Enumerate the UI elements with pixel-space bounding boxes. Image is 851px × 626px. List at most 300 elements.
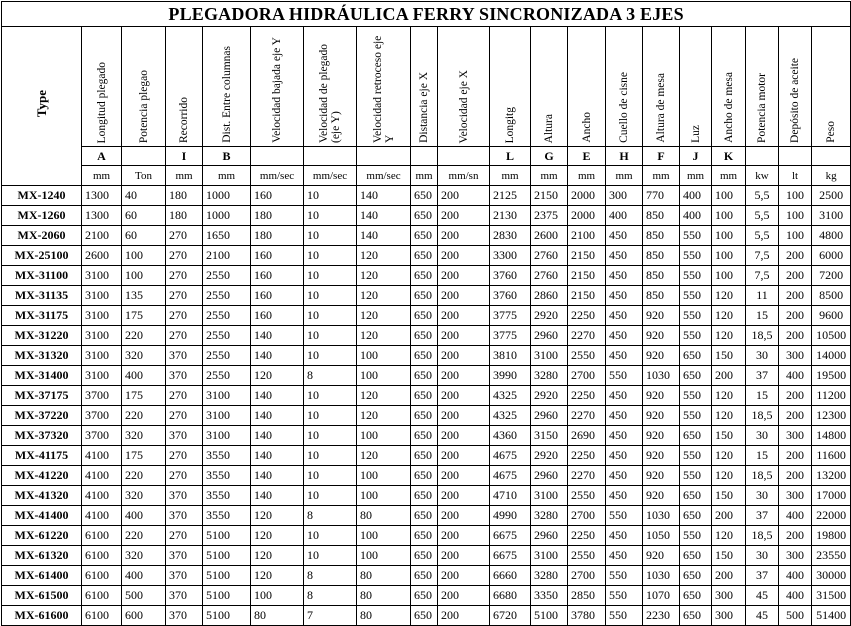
value-cell: 120 bbox=[251, 366, 304, 386]
value-cell: 5100 bbox=[531, 606, 568, 626]
value-cell: 2550 bbox=[568, 486, 606, 506]
value-cell: 51400 bbox=[812, 606, 851, 626]
value-cell: 650 bbox=[411, 386, 438, 406]
column-unit: mm bbox=[490, 166, 531, 186]
value-cell: 650 bbox=[680, 346, 712, 366]
table-row bbox=[2, 306, 851, 326]
column-unit: mm bbox=[82, 166, 122, 186]
model-cell: MX-61500 bbox=[2, 586, 82, 606]
value-cell: 650 bbox=[411, 446, 438, 466]
value-cell: 100 bbox=[779, 226, 812, 246]
value-cell: 370 bbox=[166, 486, 203, 506]
value-cell: 140 bbox=[251, 466, 304, 486]
column-header-label: Dist. Entre columnas bbox=[220, 46, 233, 143]
value-cell: 2000 bbox=[568, 186, 606, 206]
value-cell: 11 bbox=[746, 286, 779, 306]
value-cell: 850 bbox=[643, 286, 680, 306]
value-cell: 10 bbox=[304, 486, 357, 506]
value-cell: 7 bbox=[304, 606, 357, 626]
value-cell: 650 bbox=[411, 546, 438, 566]
value-cell: 920 bbox=[643, 326, 680, 346]
model-cell: MX-31175 bbox=[2, 306, 82, 326]
value-cell: 120 bbox=[357, 266, 411, 286]
value-cell: 200 bbox=[438, 546, 490, 566]
value-cell: 600 bbox=[122, 606, 166, 626]
table-row bbox=[2, 206, 851, 226]
value-cell: 10 bbox=[304, 526, 357, 546]
value-cell: 320 bbox=[122, 486, 166, 506]
value-cell: 2550 bbox=[203, 366, 251, 386]
value-cell: 120 bbox=[712, 466, 746, 486]
value-cell: 2550 bbox=[203, 306, 251, 326]
value-cell: 200 bbox=[779, 386, 812, 406]
value-cell: 2270 bbox=[568, 406, 606, 426]
table-row bbox=[2, 346, 851, 366]
value-cell: 2960 bbox=[531, 466, 568, 486]
value-cell: 80 bbox=[251, 606, 304, 626]
model-cell: MX-31400 bbox=[2, 366, 82, 386]
column-header-label: Peso bbox=[825, 121, 838, 143]
value-cell: 200 bbox=[779, 406, 812, 426]
value-cell: 2850 bbox=[568, 586, 606, 606]
column-letter bbox=[411, 147, 438, 166]
value-cell: 400 bbox=[779, 566, 812, 586]
model-cell: MX-41400 bbox=[2, 506, 82, 526]
model-cell: MX-37320 bbox=[2, 426, 82, 446]
value-cell: 2920 bbox=[531, 446, 568, 466]
column-header bbox=[357, 27, 411, 147]
value-cell: 120 bbox=[251, 526, 304, 546]
value-cell: 920 bbox=[643, 346, 680, 366]
value-cell: 4100 bbox=[82, 446, 122, 466]
value-cell: 31500 bbox=[812, 586, 851, 606]
value-cell: 550 bbox=[680, 326, 712, 346]
spec-table bbox=[1, 1, 851, 626]
value-cell: 100 bbox=[357, 426, 411, 446]
value-cell: 650 bbox=[411, 206, 438, 226]
value-cell: 4990 bbox=[490, 506, 531, 526]
title-row bbox=[2, 2, 851, 27]
value-cell: 2700 bbox=[568, 506, 606, 526]
value-cell: 2250 bbox=[568, 386, 606, 406]
value-cell: 220 bbox=[122, 466, 166, 486]
value-cell: 920 bbox=[643, 386, 680, 406]
value-cell: 10 bbox=[304, 186, 357, 206]
value-cell: 920 bbox=[643, 426, 680, 446]
table-row bbox=[2, 406, 851, 426]
value-cell: 10 bbox=[304, 326, 357, 346]
value-cell: 200 bbox=[438, 446, 490, 466]
value-cell: 2760 bbox=[531, 266, 568, 286]
value-cell: 18,5 bbox=[746, 406, 779, 426]
value-cell: 100 bbox=[712, 266, 746, 286]
table-row bbox=[2, 366, 851, 386]
value-cell: 550 bbox=[606, 606, 643, 626]
value-cell: 270 bbox=[166, 266, 203, 286]
value-cell: 300 bbox=[712, 586, 746, 606]
value-cell: 160 bbox=[251, 186, 304, 206]
value-cell: 200 bbox=[438, 386, 490, 406]
value-cell: 15 bbox=[746, 306, 779, 326]
value-cell: 2250 bbox=[568, 526, 606, 546]
value-cell: 2500 bbox=[812, 186, 851, 206]
value-cell: 6000 bbox=[812, 246, 851, 266]
value-cell: 550 bbox=[606, 366, 643, 386]
value-cell: 550 bbox=[680, 226, 712, 246]
value-cell: 100 bbox=[357, 366, 411, 386]
value-cell: 200 bbox=[779, 446, 812, 466]
value-cell: 100 bbox=[712, 206, 746, 226]
value-cell: 200 bbox=[438, 486, 490, 506]
value-cell: 270 bbox=[166, 406, 203, 426]
value-cell: 120 bbox=[712, 386, 746, 406]
value-cell: 140 bbox=[357, 226, 411, 246]
value-cell: 270 bbox=[166, 386, 203, 406]
table-row bbox=[2, 526, 851, 546]
value-cell: 550 bbox=[680, 446, 712, 466]
model-cell: MX-31320 bbox=[2, 346, 82, 366]
value-cell: 650 bbox=[411, 486, 438, 506]
value-cell: 4710 bbox=[490, 486, 531, 506]
model-cell: MX-61220 bbox=[2, 526, 82, 546]
value-cell: 10500 bbox=[812, 326, 851, 346]
value-cell: 5,5 bbox=[746, 226, 779, 246]
value-cell: 10 bbox=[304, 426, 357, 446]
value-cell: 200 bbox=[438, 346, 490, 366]
value-cell: 450 bbox=[606, 306, 643, 326]
value-cell: 120 bbox=[251, 546, 304, 566]
value-cell: 450 bbox=[606, 326, 643, 346]
value-cell: 200 bbox=[712, 506, 746, 526]
value-cell: 100 bbox=[251, 586, 304, 606]
column-header-label: Ancho bbox=[580, 112, 593, 143]
value-cell: 2150 bbox=[568, 246, 606, 266]
value-cell: 80 bbox=[357, 586, 411, 606]
value-cell: 650 bbox=[411, 306, 438, 326]
column-header bbox=[490, 27, 531, 147]
model-cell: MX-31100 bbox=[2, 266, 82, 286]
value-cell: 270 bbox=[166, 466, 203, 486]
column-unit: mm bbox=[531, 166, 568, 186]
column-unit: lt bbox=[779, 166, 812, 186]
value-cell: 3100 bbox=[82, 306, 122, 326]
value-cell: 80 bbox=[357, 506, 411, 526]
value-cell: 10 bbox=[304, 386, 357, 406]
value-cell: 3100 bbox=[82, 286, 122, 306]
value-cell: 6100 bbox=[82, 566, 122, 586]
column-header bbox=[166, 27, 203, 147]
value-cell: 100 bbox=[122, 246, 166, 266]
value-cell: 100 bbox=[712, 226, 746, 246]
column-unit: mm bbox=[203, 166, 251, 186]
value-cell: 140 bbox=[357, 206, 411, 226]
value-cell: 120 bbox=[712, 306, 746, 326]
value-cell: 13200 bbox=[812, 466, 851, 486]
column-unit: mm/sn bbox=[438, 166, 490, 186]
value-cell: 8 bbox=[304, 506, 357, 526]
value-cell: 200 bbox=[438, 246, 490, 266]
value-cell: 2960 bbox=[531, 526, 568, 546]
column-letter: K bbox=[712, 147, 746, 166]
page-title: PLEGADORA HIDRÁULICA FERRY SINCRONIZADA 3 EJES bbox=[2, 2, 851, 27]
column-header bbox=[304, 27, 357, 147]
value-cell: 3280 bbox=[531, 566, 568, 586]
value-cell: 3100 bbox=[82, 326, 122, 346]
table-row bbox=[2, 226, 851, 246]
value-cell: 550 bbox=[680, 466, 712, 486]
value-cell: 3150 bbox=[531, 426, 568, 446]
value-cell: 650 bbox=[411, 426, 438, 446]
value-cell: 3550 bbox=[203, 466, 251, 486]
value-cell: 140 bbox=[251, 346, 304, 366]
model-cell: MX-1240 bbox=[2, 186, 82, 206]
value-cell: 60 bbox=[122, 206, 166, 226]
value-cell: 160 bbox=[251, 306, 304, 326]
value-cell: 3100 bbox=[203, 406, 251, 426]
value-cell: 120 bbox=[712, 326, 746, 346]
value-cell: 2600 bbox=[82, 246, 122, 266]
value-cell: 1030 bbox=[643, 506, 680, 526]
value-cell: 320 bbox=[122, 426, 166, 446]
value-cell: 550 bbox=[606, 506, 643, 526]
value-cell: 5100 bbox=[203, 586, 251, 606]
value-cell: 140 bbox=[357, 186, 411, 206]
value-cell: 18,5 bbox=[746, 526, 779, 546]
value-cell: 2960 bbox=[531, 326, 568, 346]
value-cell: 9600 bbox=[812, 306, 851, 326]
model-cell: MX-41175 bbox=[2, 446, 82, 466]
value-cell: 270 bbox=[166, 526, 203, 546]
value-cell: 920 bbox=[643, 486, 680, 506]
column-header bbox=[122, 27, 166, 147]
column-letter bbox=[438, 147, 490, 166]
value-cell: 100 bbox=[712, 246, 746, 266]
value-cell: 650 bbox=[411, 326, 438, 346]
value-cell: 200 bbox=[779, 526, 812, 546]
column-unit: mm/sec bbox=[251, 166, 304, 186]
value-cell: 650 bbox=[680, 586, 712, 606]
column-header bbox=[411, 27, 438, 147]
value-cell: 2700 bbox=[568, 366, 606, 386]
value-cell: 200 bbox=[438, 266, 490, 286]
table-row bbox=[2, 386, 851, 406]
value-cell: 180 bbox=[166, 186, 203, 206]
value-cell: 650 bbox=[680, 566, 712, 586]
value-cell: 650 bbox=[411, 466, 438, 486]
value-cell: 650 bbox=[411, 246, 438, 266]
value-cell: 3775 bbox=[490, 326, 531, 346]
model-cell: MX-25100 bbox=[2, 246, 82, 266]
value-cell: 100 bbox=[712, 186, 746, 206]
value-cell: 270 bbox=[166, 226, 203, 246]
value-cell: 200 bbox=[438, 606, 490, 626]
column-header bbox=[779, 27, 812, 147]
column-unit: mm bbox=[712, 166, 746, 186]
value-cell: 400 bbox=[779, 366, 812, 386]
value-cell: 370 bbox=[166, 426, 203, 446]
value-cell: 100 bbox=[357, 486, 411, 506]
value-cell: 2600 bbox=[531, 226, 568, 246]
value-cell: 220 bbox=[122, 526, 166, 546]
column-letter bbox=[251, 147, 304, 166]
column-header-label: Velocidad eje X bbox=[457, 69, 470, 143]
value-cell: 8 bbox=[304, 586, 357, 606]
table-row bbox=[2, 606, 851, 626]
value-cell: 2270 bbox=[568, 326, 606, 346]
value-cell: 220 bbox=[122, 326, 166, 346]
value-cell: 200 bbox=[779, 306, 812, 326]
column-header-label: Ancho de mesa bbox=[722, 72, 735, 143]
value-cell: 3100 bbox=[531, 346, 568, 366]
value-cell: 550 bbox=[606, 586, 643, 606]
value-cell: 320 bbox=[122, 546, 166, 566]
value-cell: 100 bbox=[357, 466, 411, 486]
value-cell: 6100 bbox=[82, 606, 122, 626]
value-cell: 450 bbox=[606, 466, 643, 486]
value-cell: 2230 bbox=[643, 606, 680, 626]
value-cell: 6680 bbox=[490, 586, 531, 606]
value-cell: 200 bbox=[438, 226, 490, 246]
value-cell: 2150 bbox=[531, 186, 568, 206]
value-cell: 3100 bbox=[82, 266, 122, 286]
value-cell: 550 bbox=[680, 286, 712, 306]
value-cell: 5100 bbox=[203, 566, 251, 586]
value-cell: 3280 bbox=[531, 506, 568, 526]
value-cell: 2550 bbox=[568, 546, 606, 566]
value-cell: 2760 bbox=[531, 246, 568, 266]
value-cell: 200 bbox=[712, 366, 746, 386]
column-header-label: Altura bbox=[543, 113, 555, 143]
value-cell: 100 bbox=[779, 206, 812, 226]
column-header-label: Longitg bbox=[504, 106, 516, 143]
model-cell: MX-61400 bbox=[2, 566, 82, 586]
value-cell: 18,5 bbox=[746, 326, 779, 346]
value-cell: 140 bbox=[251, 386, 304, 406]
value-cell: 2550 bbox=[203, 266, 251, 286]
table-row bbox=[2, 426, 851, 446]
value-cell: 3810 bbox=[490, 346, 531, 366]
column-letter bbox=[122, 147, 166, 166]
value-cell: 7200 bbox=[812, 266, 851, 286]
value-cell: 6675 bbox=[490, 526, 531, 546]
value-cell: 23550 bbox=[812, 546, 851, 566]
value-cell: 2100 bbox=[203, 246, 251, 266]
value-cell: 120 bbox=[251, 566, 304, 586]
column-letter bbox=[304, 147, 357, 166]
value-cell: 6100 bbox=[82, 586, 122, 606]
column-header-label: Longitud plegado bbox=[95, 61, 108, 143]
value-cell: 300 bbox=[779, 546, 812, 566]
column-letter: L bbox=[490, 147, 531, 166]
value-cell: 100 bbox=[357, 346, 411, 366]
value-cell: 3780 bbox=[568, 606, 606, 626]
value-cell: 300 bbox=[779, 426, 812, 446]
value-cell: 14800 bbox=[812, 426, 851, 446]
value-cell: 140 bbox=[251, 446, 304, 466]
value-cell: 180 bbox=[251, 226, 304, 246]
value-cell: 3700 bbox=[82, 426, 122, 446]
value-cell: 650 bbox=[411, 586, 438, 606]
value-cell: 200 bbox=[438, 186, 490, 206]
value-cell: 1000 bbox=[203, 186, 251, 206]
value-cell: 650 bbox=[411, 366, 438, 386]
value-cell: 200 bbox=[438, 426, 490, 446]
model-cell: MX-41320 bbox=[2, 486, 82, 506]
value-cell: 17000 bbox=[812, 486, 851, 506]
value-cell: 3990 bbox=[490, 366, 531, 386]
value-cell: 30 bbox=[746, 346, 779, 366]
value-cell: 120 bbox=[357, 386, 411, 406]
value-cell: 920 bbox=[643, 546, 680, 566]
value-cell: 850 bbox=[643, 266, 680, 286]
value-cell: 1000 bbox=[203, 206, 251, 226]
value-cell: 2960 bbox=[531, 406, 568, 426]
model-cell: MX-1260 bbox=[2, 206, 82, 226]
value-cell: 6100 bbox=[82, 526, 122, 546]
column-header bbox=[251, 27, 304, 147]
value-cell: 320 bbox=[122, 346, 166, 366]
value-cell: 37 bbox=[746, 366, 779, 386]
column-letter: G bbox=[531, 147, 568, 166]
value-cell: 120 bbox=[357, 306, 411, 326]
value-cell: 2250 bbox=[568, 446, 606, 466]
value-cell: 370 bbox=[166, 546, 203, 566]
value-cell: 175 bbox=[122, 306, 166, 326]
value-cell: 270 bbox=[166, 286, 203, 306]
value-cell: 3100 bbox=[203, 386, 251, 406]
value-cell: 200 bbox=[779, 286, 812, 306]
value-cell: 7,5 bbox=[746, 246, 779, 266]
column-header bbox=[643, 27, 680, 147]
value-cell: 500 bbox=[122, 586, 166, 606]
column-letter: I bbox=[166, 147, 203, 166]
value-cell: 200 bbox=[779, 326, 812, 346]
value-cell: 8 bbox=[304, 366, 357, 386]
value-cell: 30 bbox=[746, 546, 779, 566]
value-cell: 220 bbox=[122, 406, 166, 426]
value-cell: 4675 bbox=[490, 466, 531, 486]
value-cell: 550 bbox=[680, 526, 712, 546]
value-cell: 2000 bbox=[568, 206, 606, 226]
unit-row bbox=[2, 166, 851, 186]
value-cell: 650 bbox=[411, 286, 438, 306]
value-cell: 450 bbox=[606, 546, 643, 566]
value-cell: 140 bbox=[251, 326, 304, 346]
value-cell: 200 bbox=[438, 406, 490, 426]
value-cell: 650 bbox=[680, 546, 712, 566]
type-header bbox=[2, 27, 82, 186]
table-row bbox=[2, 186, 851, 206]
value-cell: 6720 bbox=[490, 606, 531, 626]
value-cell: 3350 bbox=[531, 586, 568, 606]
value-cell: 650 bbox=[680, 426, 712, 446]
value-cell: 10 bbox=[304, 306, 357, 326]
value-cell: 10 bbox=[304, 446, 357, 466]
value-cell: 8 bbox=[304, 566, 357, 586]
model-cell: MX-61320 bbox=[2, 546, 82, 566]
table-row bbox=[2, 246, 851, 266]
table-row bbox=[2, 546, 851, 566]
value-cell: 400 bbox=[122, 366, 166, 386]
value-cell: 400 bbox=[606, 206, 643, 226]
value-cell: 550 bbox=[680, 386, 712, 406]
column-unit: mm/sec bbox=[304, 166, 357, 186]
value-cell: 650 bbox=[411, 606, 438, 626]
value-cell: 15 bbox=[746, 446, 779, 466]
value-cell: 40 bbox=[122, 186, 166, 206]
column-letter bbox=[779, 147, 812, 166]
value-cell: 400 bbox=[779, 506, 812, 526]
